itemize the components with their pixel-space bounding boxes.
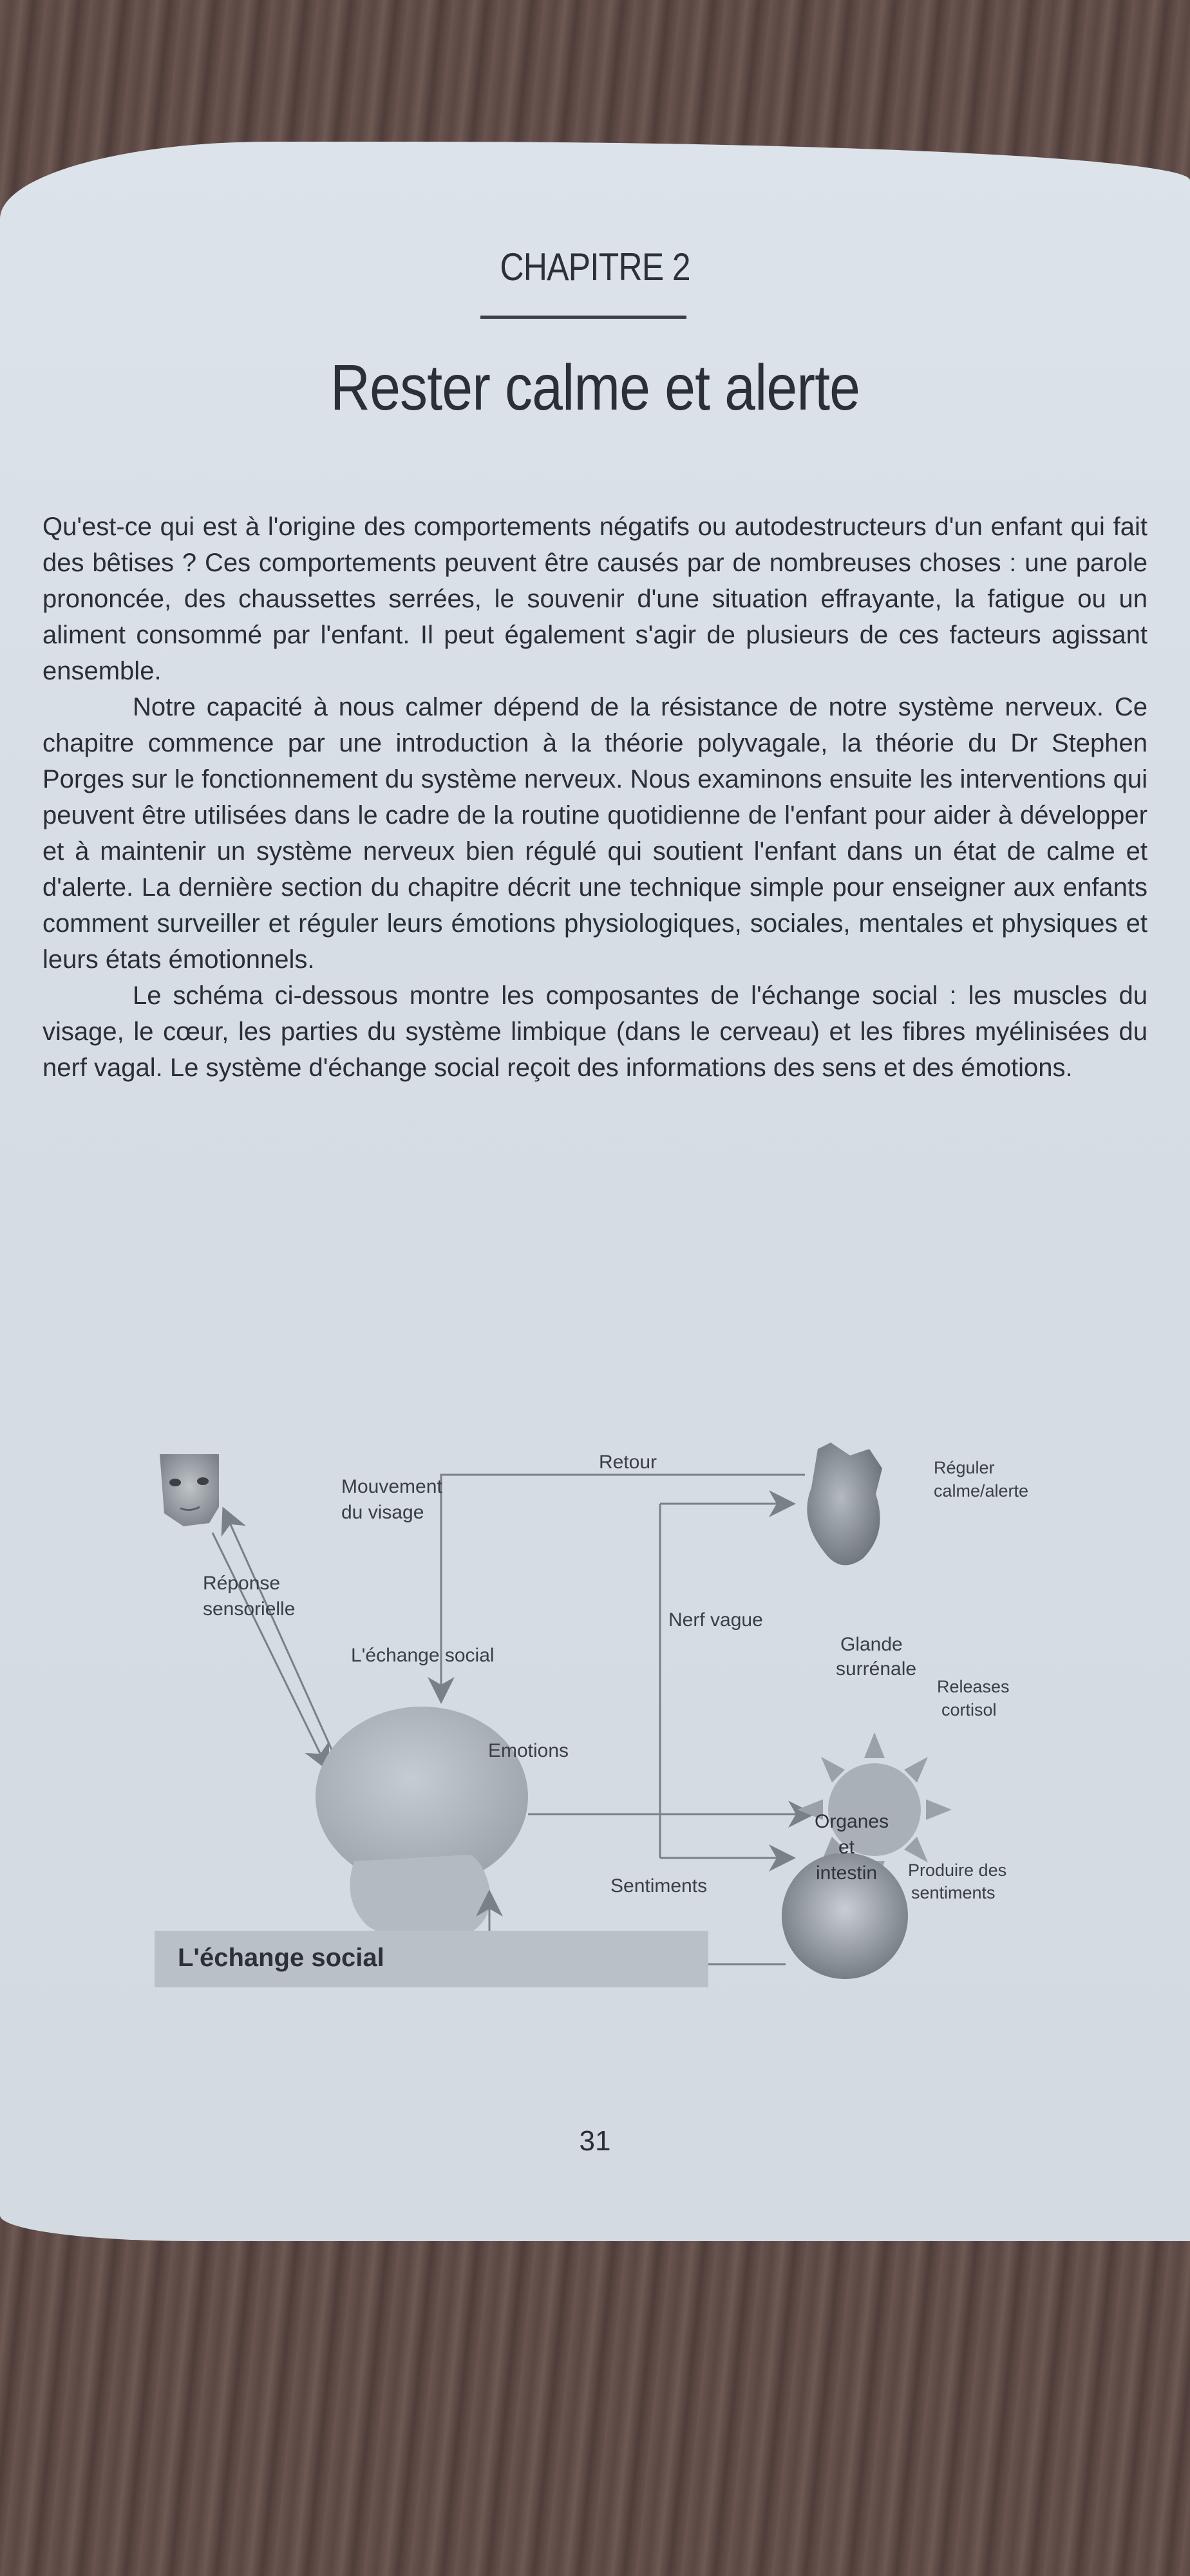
label-et: et xyxy=(838,1837,855,1858)
chapter-label: CHAPITRE 2 xyxy=(500,245,690,289)
arrow-sensory-response xyxy=(212,1533,327,1768)
label-glande: Glande xyxy=(840,1634,903,1655)
arrow-return xyxy=(441,1475,805,1700)
paragraph-1: Qu'est-ce qui est à l'origine des comportements négatifs ou autodestructeurs d'un enfant qui fait des bêtises ? Ces comportements peuvent être causés par de nombreuses choses : une parole prononcée, des chaussettes serrées, le souvenir d'une situation effrayante, la fatigue ou un aliment consommé par l'enfant. Il peut également s'agir de plusieurs de ces facteurs agissant ensemble. xyxy=(42,513,1148,685)
diagram-caption-text: L'échange social xyxy=(178,1944,384,1972)
label-calme-alerte: calme/alerte xyxy=(934,1481,1029,1501)
body-text xyxy=(42,509,1148,1086)
diagram-graphics xyxy=(148,1436,1050,2003)
label-releases: Releases xyxy=(937,1677,1010,1696)
label-reponse: Réponse xyxy=(203,1573,281,1594)
label-du-visage: du visage xyxy=(341,1502,424,1523)
label-organes: Organes xyxy=(815,1811,889,1832)
paragraph-3: Le schéma ci-dessous montre les composantes de l'échange social : les muscles du visage, le cœur, les parties du système limbique (dans le cerveau) et les fibres myélinisées du nerf vagal. Le système d'échange social reçoit des informations des sens et des émotions. xyxy=(42,981,1148,1082)
label-cortisol: cortisol xyxy=(941,1700,997,1719)
label-sentiments-output: sentiments xyxy=(911,1883,996,1902)
label-emotions: Emotions xyxy=(488,1740,569,1761)
label-sensorielle: sensorielle xyxy=(203,1598,296,1620)
label-echange-social: L'échange social xyxy=(351,1645,495,1666)
heart-image xyxy=(807,1443,882,1565)
arrow-facial-movement xyxy=(224,1510,341,1771)
label-nerf-vague: Nerf vague xyxy=(668,1609,763,1631)
label-reguler: Réguler xyxy=(934,1458,995,1477)
diagram-caption xyxy=(155,1931,708,1987)
page-number: 31 xyxy=(579,2125,611,2157)
label-surrenale: surrénale xyxy=(836,1658,917,1680)
paragraph-2: Notre capacité à nous calmer dépend de la résistance de notre système nerveux. Ce chapitre commence par une introduction à la théorie polyvagale, la théorie du Dr Stephen Porges sur le fonctionnement du système nerveux. Nous examinons ensuite les interventions qui peuvent être utilisées dans le cadre de la routine quotidienne de l'enfant pour aider à développer et à maintenir un système nerveux bien régulé qui soutient l'enfant dans un état de calme et d'alerte. La dernière section du chapitre décrit une technique simple pour enseigner aux enfants comment surveiller et réguler leurs émotions physiologiques, sociales, mentales et physiques et leurs états émotionnels. xyxy=(42,693,1148,974)
label-sentiments: Sentiments xyxy=(610,1875,708,1897)
label-intestin: intestin xyxy=(816,1862,878,1884)
label-mouvement: Mouvement xyxy=(341,1476,442,1497)
social-exchange-diagram xyxy=(148,1436,1050,2003)
chapter-title: Rester calme et alerte xyxy=(330,352,860,424)
label-retour: Retour xyxy=(599,1452,657,1473)
label-produire: Produire des xyxy=(908,1861,1007,1880)
chapter-divider xyxy=(480,316,686,319)
child-face-image xyxy=(160,1454,219,1526)
